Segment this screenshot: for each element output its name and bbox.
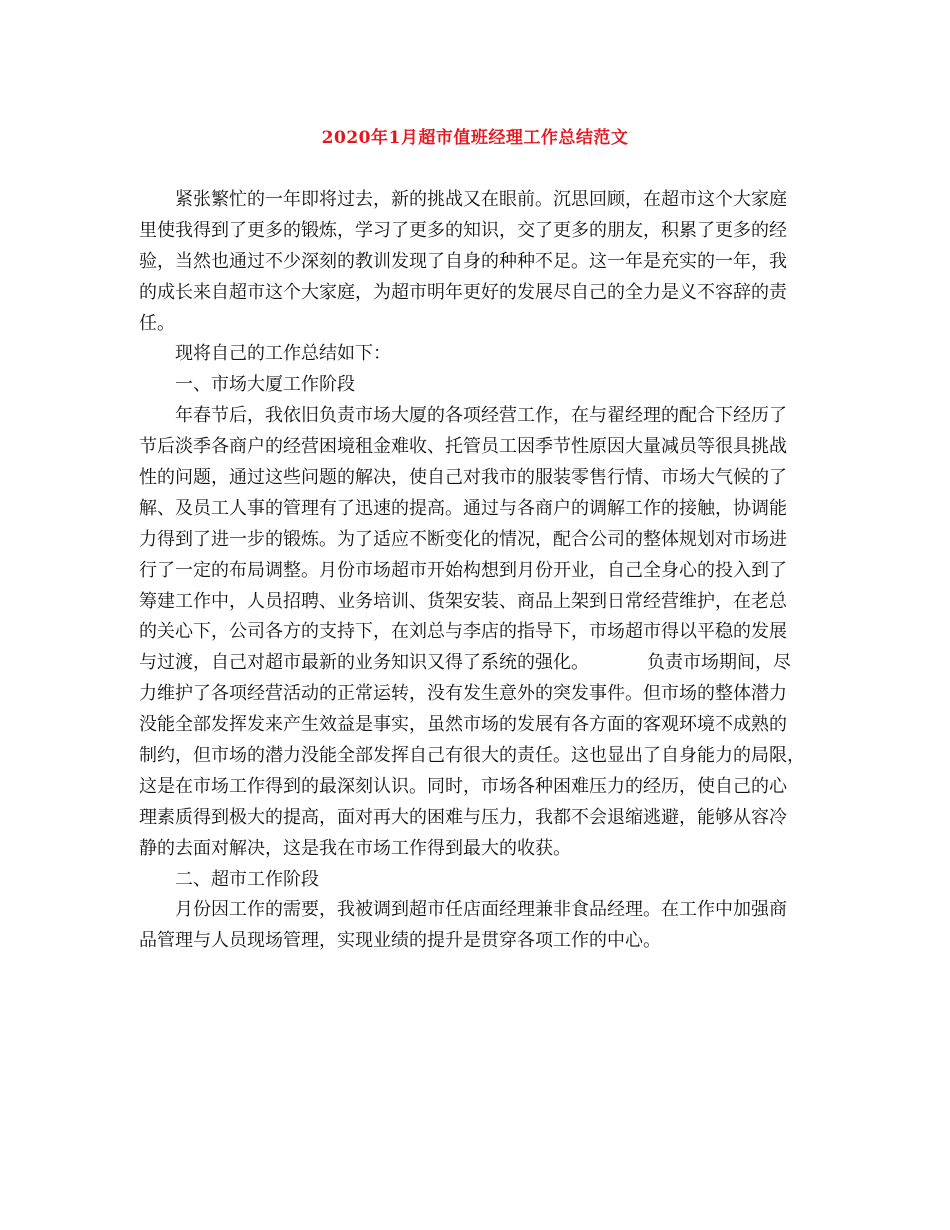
- paragraph-line: 品管理与人员现场管理，实现业绩的提升是贯穿各项工作的中心。: [139, 930, 661, 952]
- paragraph-line: 月份因工作的需要，我被调到超市任店面经理兼非食品经理。在工作中加强商: [175, 899, 787, 921]
- paragraph-line: 验，当然也通过不少深刻的教训发现了自身的种种不足。这一年是充实的一年，我: [139, 250, 787, 272]
- paragraph-line: 筹建工作中，人员招聘、业务培训、货架安装、商品上架到日常经营维护，在老总: [139, 590, 787, 612]
- paragraph-line: 这是在市场工作得到的最深刻认识。同时，市场各种困难压力的经历，使自己的心: [139, 775, 787, 797]
- paragraph-line: 行了一定的布局调整。月份市场超市开始构想到月份开业，自己全身心的投入到了: [139, 559, 787, 581]
- paragraph-line: 节后淡季各商户的经营困境租金难收、托管员工因季节性原因大量减员等很具挑战: [139, 436, 787, 458]
- paragraph-line: 里使我得到了更多的锻炼，学习了更多的知识，交了更多的朋友，积累了更多的经: [139, 219, 787, 241]
- paragraph-line: 紧张繁忙的一年即将过去，新的挑战又在眼前。沉思回顾，在超市这个大家庭: [175, 189, 787, 210]
- section-heading: 一、市场大厦工作阶段: [175, 374, 355, 396]
- paragraph-line: 年春节后，我依旧负责市场大厦的各项经营工作，在与翟经理的配合下经历了: [175, 405, 787, 427]
- paragraph-line-part: 负责市场期间，尽: [647, 652, 791, 674]
- paragraph-line: 理素质得到极大的提高，面对再大的困难与压力，我都不会退缩逃避，能够从容冷: [139, 806, 787, 828]
- paragraph-line: 的成长来自超市这个大家庭，为超市明年更好的发展尽自己的全力是义不容辞的责: [139, 281, 787, 303]
- paragraph-line: 现将自己的工作总结如下：: [175, 343, 391, 365]
- paragraph-line: 没能全部发挥发来产生效益是事实，虽然市场的发展有各方面的客观环境不成熟的: [139, 714, 787, 736]
- paragraph-line: 的关心下，公司各方的支持下，在刘总与李店的指导下，市场超市得以平稳的发展: [139, 621, 787, 643]
- document-body: [139, 185, 839, 957]
- section-heading: 二、超市工作阶段: [175, 868, 319, 890]
- document-title: 2020年1月超市值班经理工作总结范文: [321, 128, 629, 148]
- paragraph-line: 静的去面对解决，这是我在市场工作得到最大的收获。: [139, 837, 571, 859]
- paragraph-line: 解、及员工人事的管理有了迅速的提高。通过与各商户的调解工作的接触，协调能: [139, 497, 787, 519]
- paragraph-line-part: 与过渡，自己对超市最新的业务知识又得了系统的强化。: [139, 652, 589, 674]
- paragraph-line: [139, 648, 839, 679]
- paragraph-line: 力得到了进一步的锻炼。为了适应不断变化的情况，配合公司的整体规划对市场进: [139, 528, 787, 550]
- paragraph-line: 性的问题，通过这些问题的解决，使自己对我市的服装零售行情、市场大气候的了: [139, 467, 787, 489]
- paragraph-line: 力维护了各项经营活动的正常运转，没有发生意外的突发事件。但市场的整体潜力: [139, 683, 787, 705]
- paragraph-line: 制约，但市场的潜力没能全部发挥自己有很大的责任。这也显出了自身能力的局限，: [139, 745, 805, 767]
- paragraph-line: 任。: [139, 312, 175, 334]
